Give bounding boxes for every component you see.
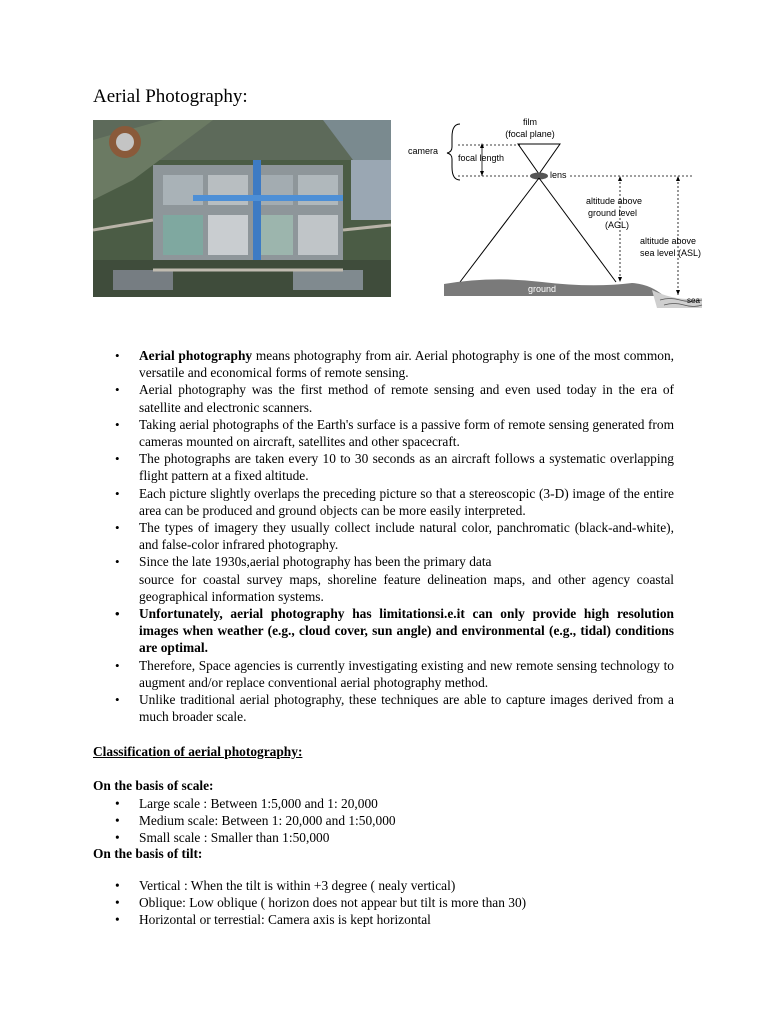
tilt-heading: On the basis of tilt: — [93, 846, 203, 861]
camera-brace — [447, 124, 460, 180]
list-item — [93, 691, 674, 725]
list-item-text: The photographs are taken every 10 to 30 seconds as an aircraft follows a systematic overlapping flight pattern at a fixed altitude. — [139, 451, 674, 484]
classification-heading: Classification of aerial photography: — [93, 744, 303, 759]
list-item — [93, 657, 674, 691]
list-item-lead: Aerial photography — [139, 348, 253, 363]
view-ray-left — [460, 178, 539, 282]
ground-label: ground — [527, 284, 557, 294]
list-item — [93, 485, 674, 519]
list-item — [93, 450, 674, 484]
list-item: • Oblique: Low oblique ( horizon does not appear but tilt is more than 30) — [93, 894, 526, 911]
list-item-text: Unfortunately, aerial photography has limitationsi.e.it can only provide high resolution images when weather (e.g., cloud cover, sun angle) and environmental (e.g., tidal) conditions are optimal. — [139, 606, 674, 656]
list-item: • Horizontal or terrestial: Camera axis is kept horizontal — [93, 911, 526, 928]
list-item — [93, 416, 674, 450]
list-item: • Small scale : Smaller than 1:50,000 — [93, 829, 396, 846]
list-item — [93, 519, 674, 553]
camera-geometry-diagram — [402, 112, 714, 312]
view-ray-right — [539, 178, 616, 282]
list-item-text: Taking aerial photographs of the Earth's surface is a passive form of remote sensing generated from cameras mounted on aircraft, satellites and other spacecraft. — [139, 416, 674, 450]
agl-label-3: (AGL) — [605, 220, 630, 230]
list-item-text: Unlike traditional aerial photography, these techniques are able to capture images derived from a much broader scale. — [139, 692, 674, 725]
list-item: • Medium scale: Between 1: 20,000 and 1:50,000 — [93, 812, 396, 829]
list-item-text: Each picture slightly overlaps the preceding picture so that a stereoscopic (3-D) image of the entire area can be produced and ground objects can be more easily interpreted. — [139, 485, 674, 518]
asl-label-1: altitude above — [640, 236, 697, 246]
aerial-city-photo — [93, 120, 391, 297]
aerial-city-photo-graphic — [93, 120, 391, 297]
film-label: film — [523, 117, 537, 127]
focal-plane-label: (focal plane) — [505, 129, 555, 139]
scale-heading: On the basis of scale: — [93, 778, 214, 793]
page-title: Aerial Photography: — [93, 86, 248, 107]
aerial-photography-bullets — [93, 347, 674, 725]
lens-label: lens — [550, 170, 567, 180]
list-item — [93, 381, 674, 415]
list-item — [93, 605, 674, 657]
list-item-text: source for coastal survey maps, shoreline feature delineation maps, and other agency coastal geographical information systems. — [139, 571, 674, 604]
list-item-text: Therefore, Space agencies is currently investigating existing and new remote sensing technology to augment and/or replace conventional aerial photography method. — [139, 657, 674, 690]
list-item — [93, 553, 674, 605]
list-item: • Vertical : When the tilt is within +3 degree ( nealy vertical) — [93, 877, 526, 894]
sea-label: sea — [687, 296, 700, 305]
list-item — [93, 347, 674, 381]
camera-label: camera — [408, 146, 439, 156]
list-item-text: Aerial photography was the first method of remote sensing and even used today in the era of satellite and electronic scanners. — [139, 382, 674, 415]
agl-label-2: ground level — [588, 208, 638, 218]
asl-label-2: sea level (ASL) — [640, 248, 702, 258]
tilt-list — [93, 877, 526, 928]
list-item-text: The types of imagery they usually collect include natural color, panchromatic (black-and-white), and false-color infrared photography. — [139, 520, 674, 553]
agl-label-1: altitude above — [586, 196, 643, 206]
focal-length-label: focal length — [458, 153, 505, 163]
scale-list — [93, 795, 396, 846]
list-item-text: • Since the late 1930s,aerial photography has been the primary data — [139, 554, 492, 570]
list-item: • Large scale : Between 1:5,000 and 1: 20,000 — [93, 795, 396, 812]
list-item-text: means photography from air. Aerial photography is one of the most common, versatile and economical forms of remote sensing. — [139, 348, 674, 381]
